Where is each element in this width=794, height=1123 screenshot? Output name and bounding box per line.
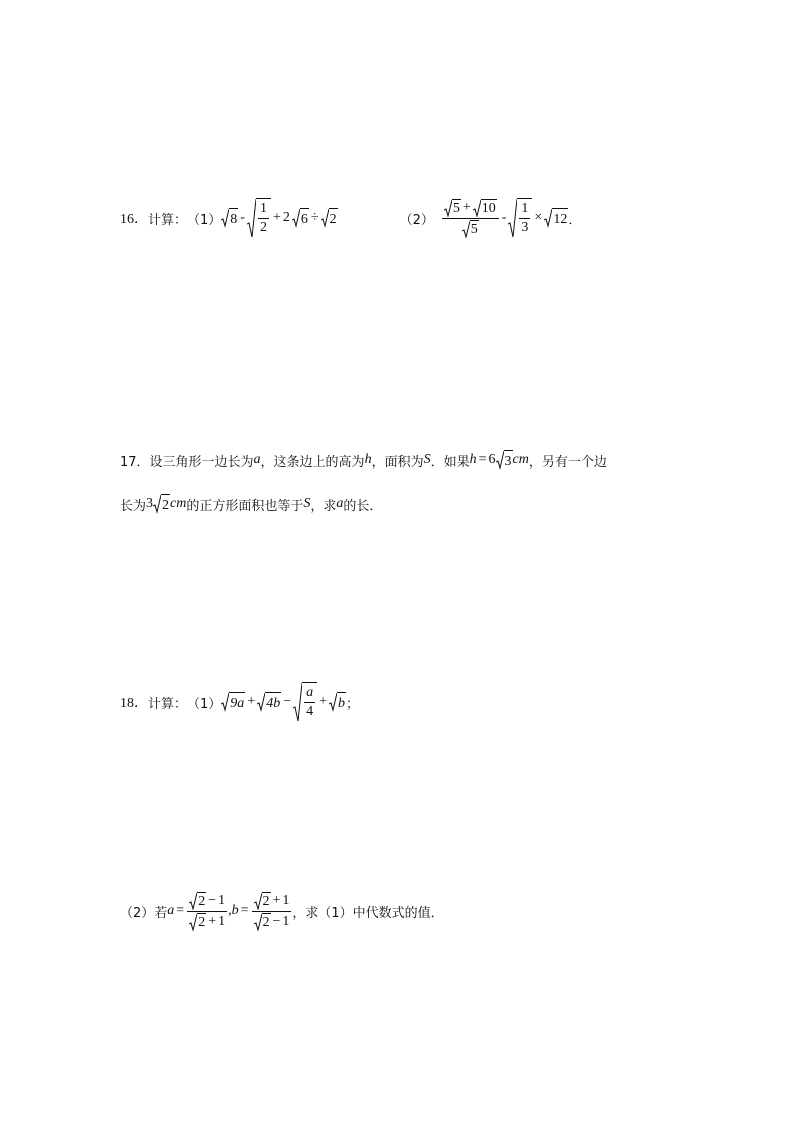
radicand: 2 [329, 208, 338, 228]
operator: + [272, 210, 281, 225]
sqrt-expression [444, 199, 461, 217]
denominator: 3 [521, 220, 529, 235]
variable-s: S [303, 496, 311, 511]
punctuation: , [228, 903, 232, 918]
problem-17-line-1 [120, 440, 607, 480]
radicand: 2 [262, 892, 271, 910]
numerator: 1 [258, 201, 269, 219]
radicand: 5 [452, 199, 461, 217]
problem-number: 18． [120, 696, 148, 711]
problem-label: 计算： [148, 212, 188, 228]
radical-sign-icon [292, 208, 300, 228]
radicand: 12 [552, 208, 568, 228]
constant: 1 [282, 913, 290, 929]
numerator: 1 [519, 201, 530, 219]
fraction [187, 892, 227, 931]
fraction [304, 685, 315, 720]
radicand: 2 [197, 913, 206, 931]
radicand: 2 [197, 892, 206, 910]
problem-17-line-2 [120, 484, 382, 524]
problem-16 [120, 196, 581, 240]
sqrt-expression [254, 892, 271, 910]
problem-text: ，另有一个边 [528, 454, 607, 470]
radical-sign-icon [221, 692, 229, 712]
coefficient: 6 [488, 452, 496, 467]
punctuation: ； [346, 696, 360, 712]
operator: = [176, 903, 185, 918]
problem-text: 的长． [343, 498, 383, 514]
operator: + [462, 199, 471, 215]
sqrt-expression [221, 692, 245, 712]
radical-sign-icon [189, 913, 197, 931]
radical-sign-icon [254, 913, 262, 931]
problem-text: ，求 [310, 498, 337, 514]
part-label: （1） [187, 212, 222, 228]
unit: cm [170, 496, 187, 511]
unit: cm [512, 452, 529, 467]
variable-a: a [167, 903, 175, 918]
operator: = [240, 903, 249, 918]
radical-sign-icon [496, 450, 504, 470]
operator: - [501, 210, 507, 225]
variable-h: h [469, 452, 477, 467]
operator: - [240, 210, 245, 225]
problem-18-part-2 [120, 888, 444, 934]
radical-sign-icon [321, 208, 329, 228]
sqrt-expression [473, 199, 497, 217]
radical-sign-icon [257, 692, 265, 712]
radicand: 8 [229, 208, 238, 228]
sqrt-expression [257, 692, 281, 712]
operator: + [272, 892, 281, 908]
constant: 1 [282, 892, 290, 908]
radical-sign-icon [254, 892, 262, 910]
problem-text: ．如果 [430, 454, 470, 470]
fraction [519, 201, 530, 236]
variable-b: b [231, 903, 239, 918]
radical-sign-icon [153, 494, 161, 514]
radical-sign-icon [247, 198, 256, 238]
fraction [258, 201, 269, 236]
constant: 1 [218, 913, 226, 929]
problem-number: 16． [120, 212, 148, 227]
radicand: 4b [265, 692, 281, 712]
radical-sign-icon [544, 208, 552, 228]
part-label: （1） [187, 696, 222, 712]
operator: + [319, 694, 328, 709]
sqrt-expression [292, 208, 309, 228]
problem-text: 长为 [120, 498, 147, 514]
radicand: b [337, 692, 346, 712]
operator: − [272, 913, 281, 929]
radical-sign-icon [462, 220, 470, 238]
problem-text: ，这条边上的高为 [260, 454, 365, 470]
radicand: 10 [481, 199, 497, 217]
coefficient: 3 [146, 496, 154, 511]
problem-text: 17．设三角形一边长为 [120, 454, 254, 470]
denominator: 2 [259, 220, 267, 235]
radical-sign-icon [329, 692, 337, 712]
radicand: 2 [262, 913, 271, 931]
operator: ÷ [310, 210, 319, 225]
sqrt-fraction [293, 682, 317, 722]
radical-sign-icon [221, 208, 229, 228]
variable-h: h [364, 452, 372, 467]
sqrt-fraction [508, 198, 532, 238]
radical-sign-icon [444, 199, 452, 217]
operator: − [208, 892, 217, 908]
problem-text: 的正方形面积也等于 [186, 498, 304, 514]
fraction [252, 892, 292, 931]
problem-text: ，求（1）中代数式的值． [292, 905, 444, 921]
sqrt-expression [189, 913, 206, 931]
sqrt-expression [329, 692, 346, 712]
sqrt-expression [544, 208, 568, 228]
coefficient: 2 [282, 210, 290, 225]
operator: × [534, 210, 543, 225]
problem-text: ，面积为 [371, 454, 424, 470]
variable-s: S [423, 452, 431, 467]
sqrt-expression [153, 494, 170, 514]
sqrt-fraction [247, 198, 271, 238]
operator: + [247, 694, 256, 709]
radical-sign-icon [189, 892, 197, 910]
radicand: 6 [300, 208, 309, 228]
sqrt-expression [254, 913, 271, 931]
radicand: 2 [161, 494, 170, 514]
operator: = [478, 452, 487, 467]
numerator: a [304, 685, 315, 703]
variable-a: a [253, 452, 261, 467]
radical-sign-icon [508, 198, 517, 238]
fraction [442, 199, 499, 238]
constant: 1 [218, 892, 226, 908]
sqrt-expression [189, 892, 206, 910]
operator: − [283, 694, 292, 709]
sqrt-expression [462, 220, 479, 238]
problem-18-part-1 [120, 680, 359, 724]
sqrt-expression [321, 208, 338, 228]
radical-sign-icon [293, 682, 302, 722]
punctuation: ． [568, 212, 582, 228]
radicand: 3 [504, 450, 513, 470]
part-label: （2）若 [120, 905, 168, 921]
problem-label: 计算： [148, 696, 188, 712]
variable-a: a [336, 496, 344, 511]
radicand: 9a [229, 692, 245, 712]
radicand: 5 [470, 220, 479, 238]
radical-sign-icon [473, 199, 481, 217]
denominator: 4 [306, 704, 314, 719]
sqrt-expression [496, 450, 513, 470]
operator: + [208, 913, 217, 929]
part-label: （2） [399, 212, 434, 228]
sqrt-expression [221, 208, 238, 228]
